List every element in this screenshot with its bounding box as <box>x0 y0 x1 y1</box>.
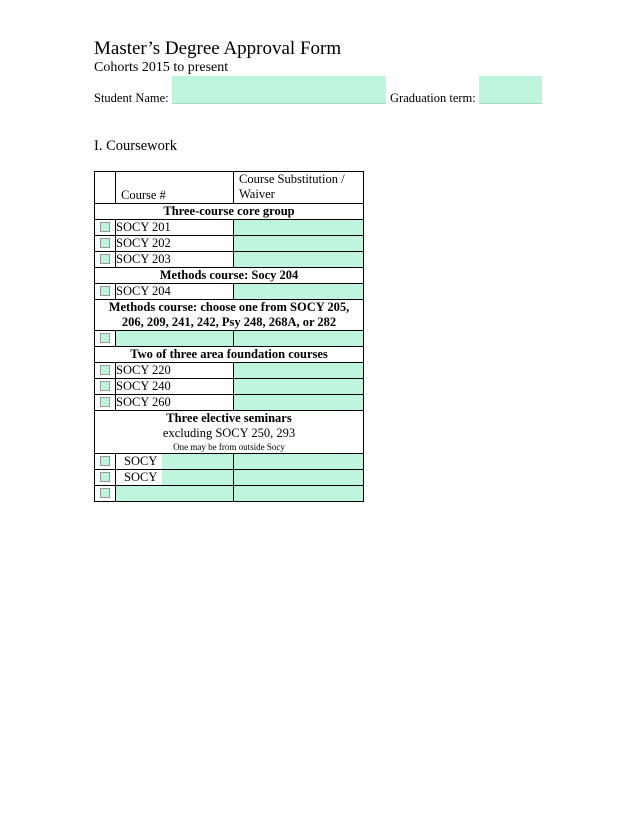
core-group-row <box>95 204 364 220</box>
course-label: SOCY 203 <box>116 252 234 268</box>
methods-group-heading: Methods course: Socy 204 <box>95 268 364 284</box>
methods-group-row <box>95 268 364 284</box>
header-substitution-line1: Course Substitution / <box>239 172 345 186</box>
core-group-heading: Three-course core group <box>95 204 364 220</box>
elective-prefix: SOCY <box>124 454 158 468</box>
student-name-field[interactable] <box>172 76 386 104</box>
checkbox-elective-3[interactable] <box>100 488 110 498</box>
elective-course-cell <box>116 470 234 486</box>
table-header-row <box>95 172 364 204</box>
substitution-field[interactable] <box>234 252 364 268</box>
elective-course-cell <box>116 454 234 470</box>
course-label: SOCY 240 <box>116 379 234 395</box>
elective-note: One may be from outside Socy <box>173 442 285 452</box>
header-course: Course # <box>116 172 234 204</box>
table-row <box>95 284 364 300</box>
substitution-field[interactable] <box>234 454 364 470</box>
checkbox-socy-220[interactable] <box>100 365 110 375</box>
elective-course-field[interactable] <box>162 470 233 485</box>
course-label: SOCY 201 <box>116 220 234 236</box>
header-substitution <box>234 172 364 204</box>
table-row <box>95 236 364 252</box>
course-label: SOCY 260 <box>116 395 234 411</box>
checkbox-elective-2[interactable] <box>100 472 110 482</box>
form-subtitle: Cohorts 2015 to present <box>94 60 229 75</box>
table-row <box>95 331 364 347</box>
elective-course-field[interactable] <box>162 454 233 469</box>
substitution-field[interactable] <box>234 284 364 300</box>
methods-choice-line2: 206, 209, 241, 242, Psy 248, 268A, or 282 <box>121 315 337 329</box>
substitution-field[interactable] <box>234 470 364 486</box>
checkbox-methods-choice[interactable] <box>100 333 110 343</box>
checkbox-socy-203[interactable] <box>100 254 110 264</box>
substitution-field[interactable] <box>234 395 364 411</box>
table-row <box>95 470 364 486</box>
table-row <box>95 395 364 411</box>
substitution-field[interactable] <box>234 363 364 379</box>
form-title: Master’s Degree Approval Form <box>94 38 342 59</box>
course-label: SOCY 220 <box>116 363 234 379</box>
elective-title: Three elective seminars <box>166 411 292 425</box>
substitution-field[interactable] <box>234 379 364 395</box>
elective-course-field[interactable] <box>116 486 234 502</box>
methods-choice-course-field[interactable] <box>116 331 234 347</box>
substitution-field[interactable] <box>234 220 364 236</box>
table-row <box>95 363 364 379</box>
elective-group-row <box>95 411 364 454</box>
graduation-term-field[interactable] <box>479 76 542 104</box>
table-row <box>95 220 364 236</box>
checkbox-socy-240[interactable] <box>100 381 110 391</box>
checkbox-socy-204[interactable] <box>100 286 110 296</box>
course-label: SOCY 204 <box>116 284 234 300</box>
table-row <box>95 454 364 470</box>
substitution-field[interactable] <box>234 236 364 252</box>
elective-group-heading <box>95 411 364 454</box>
course-label: SOCY 202 <box>116 236 234 252</box>
elective-subtitle: excluding SOCY 250, 293 <box>162 426 296 440</box>
header-checkbox-col <box>95 172 116 204</box>
student-name-label: Student Name: <box>94 91 169 105</box>
substitution-field[interactable] <box>234 331 364 347</box>
elective-prefix: SOCY <box>124 470 158 484</box>
graduation-term-label: Graduation term: <box>390 91 476 105</box>
methods-choice-line1: Methods course: choose one from SOCY 205, <box>108 300 350 314</box>
table-row <box>95 379 364 395</box>
checkbox-socy-202[interactable] <box>100 238 110 248</box>
section-title: I. Coursework <box>94 138 177 154</box>
coursework-table <box>94 171 364 502</box>
methods-choice-heading <box>95 300 364 331</box>
substitution-field[interactable] <box>234 486 364 502</box>
methods-choice-row <box>95 300 364 331</box>
checkbox-socy-260[interactable] <box>100 397 110 407</box>
foundation-group-heading: Two of three area foundation courses <box>95 347 364 363</box>
header-substitution-line2: Waiver <box>239 187 275 201</box>
checkbox-elective-1[interactable] <box>100 456 110 466</box>
table-row <box>95 486 364 502</box>
foundation-group-row <box>95 347 364 363</box>
checkbox-socy-201[interactable] <box>100 222 110 232</box>
table-row <box>95 252 364 268</box>
